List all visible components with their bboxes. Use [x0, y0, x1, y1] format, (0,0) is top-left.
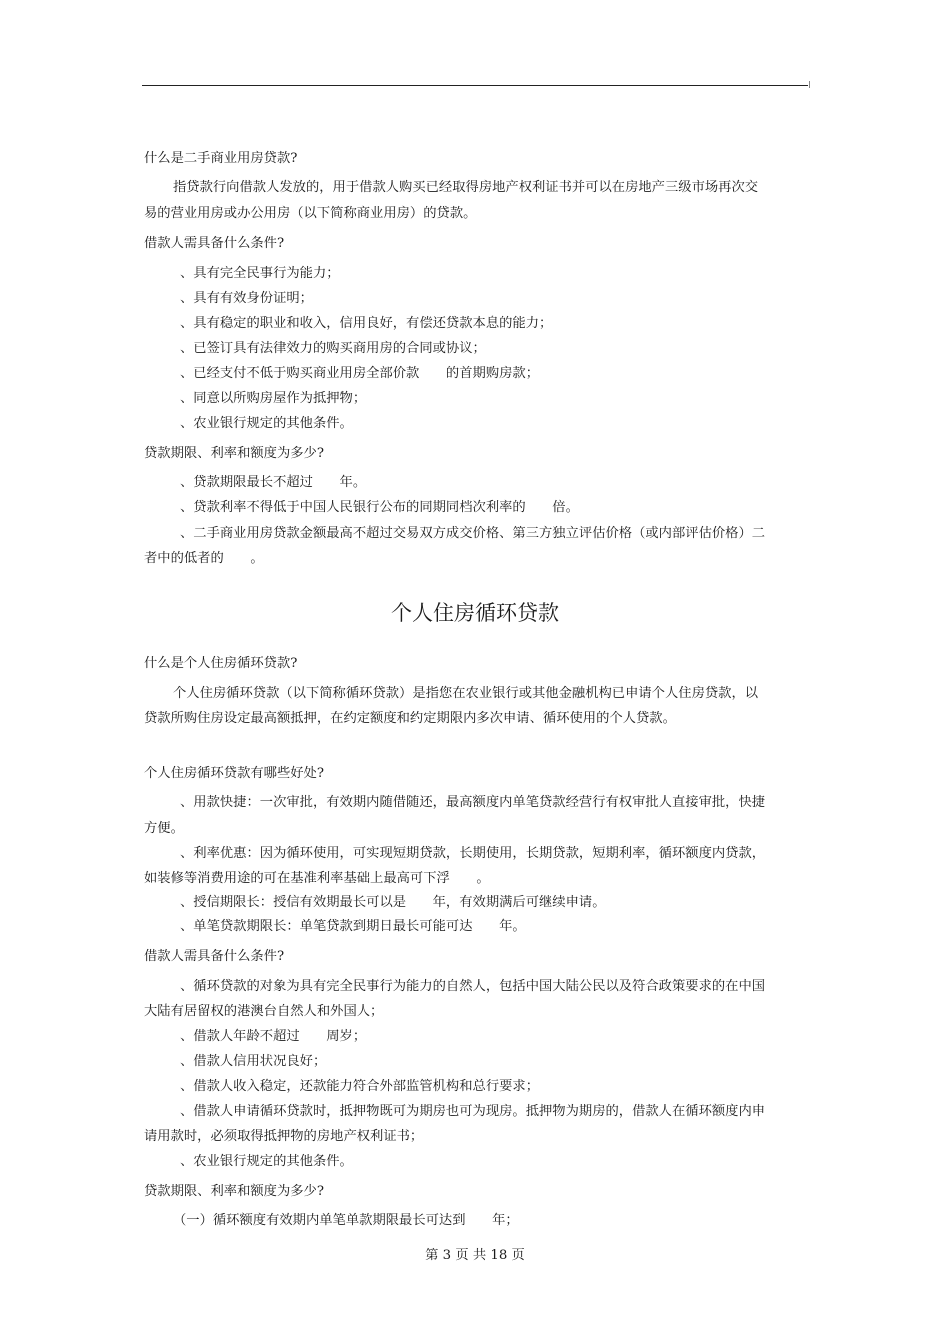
question-heading: 个人住房循环贷款有哪些好处? — [144, 766, 324, 781]
list-item: 、借款人收入稳定，还款能力符合外部监管机构和总行要求； — [180, 1079, 540, 1094]
list-item: 、借款人申请循环贷款时，抵押物既可为期房也可为现房。抵押物为期房的，借款人在循环额度内申 — [180, 1104, 766, 1119]
header-rule — [142, 85, 808, 86]
list-item: 、具有完全民事行为能力； — [180, 266, 340, 281]
question-heading: 什么是二手商业用房贷款? — [144, 151, 298, 166]
section-title: 个人住房循环贷款 — [391, 601, 559, 625]
list-item: 、借款人年龄不超过 周岁； — [180, 1029, 367, 1044]
list-item: 、贷款利率不得低于中国人民银行公布的同期同档次利率的 倍。 — [180, 500, 579, 515]
paragraph-line: 大陆有居留权的港澳台自然人和外国人； — [144, 1004, 384, 1019]
question-heading: 贷款期限、利率和额度为多少? — [144, 1184, 324, 1199]
list-item: 、单笔贷款期限长：单笔贷款到期日最长可能可达 年。 — [180, 919, 526, 934]
list-item: 、已经支付不低于购买商业用房全部价款 的首期购房款； — [180, 366, 540, 381]
list-item: 、二手商业用房贷款金额最高不超过交易双方成交价格、第三方独立评估价格（或内部评估价格）二 — [180, 526, 766, 541]
list-item: 、借款人信用状况良好； — [180, 1054, 327, 1069]
list-item: 、具有有效身份证明； — [180, 291, 313, 306]
list-item: 、具有稳定的职业和收入，信用良好，有偿还贷款本息的能力； — [180, 316, 553, 331]
question-heading: 贷款期限、利率和额度为多少? — [144, 446, 324, 461]
list-item: 、同意以所购房屋作为抵押物； — [180, 391, 367, 406]
paragraph-line: 如装修等消费用途的可在基准利率基础上最高可下浮 。 — [144, 871, 490, 886]
paragraph-line: 贷款所购住房设定最高额抵押，在约定额度和约定期限内多次申请、循环使用的个人贷款。 — [144, 711, 676, 726]
paragraph-line: 方便。 — [144, 821, 184, 836]
paragraph-line: 请用款时，必须取得抵押物的房地产权利证书； — [144, 1129, 424, 1144]
paragraph-line: 个人住房循环贷款（以下简称循环贷款）是指您在农业银行或其他金融机构已申请个人住房贷款，以 — [173, 686, 759, 701]
list-item: 、用款快捷：一次审批，有效期内随借随还，最高额度内单笔贷款经营行有权审批人直接审批，快捷 — [180, 795, 766, 810]
question-heading: 什么是个人住房循环贷款? — [144, 656, 298, 671]
list-item: 、贷款期限最长不超过 年。 — [180, 475, 367, 490]
paragraph-line: 者中的低者的 。 — [144, 551, 264, 566]
question-heading: 借款人需具备什么条件? — [144, 949, 285, 964]
list-item: 、农业银行规定的其他条件。 — [180, 416, 353, 431]
question-heading: 借款人需具备什么条件? — [144, 236, 285, 251]
page-number: 第 3 页 共 18 页 — [425, 1248, 525, 1263]
list-item: 、利率优惠：因为循环使用，可实现短期贷款，长期使用，长期贷款，短期利率，循环额度内贷款， — [180, 846, 766, 861]
paragraph-line: 易的营业用房或办公用房（以下简称商业用房）的贷款。 — [144, 206, 477, 221]
paragraph-line: 指贷款行向借款人发放的，用于借款人购买已经取得房地产权利证书并可以在房地产三级市场再次交 — [173, 180, 759, 195]
list-item: 、已签订具有法律效力的购买商用房的合同或协议； — [180, 341, 486, 356]
list-item: 、授信期限长：授信有效期最长可以是 年，有效期满后可继续申请。 — [180, 895, 606, 910]
header-tick — [809, 81, 810, 88]
list-item: 、农业银行规定的其他条件。 — [180, 1154, 353, 1169]
list-item: （一）循环额度有效期内单笔单款期限最长可达到 年； — [173, 1213, 519, 1228]
list-item: 、循环贷款的对象为具有完全民事行为能力的自然人，包括中国大陆公民以及符合政策要求的在中国 — [180, 979, 766, 994]
